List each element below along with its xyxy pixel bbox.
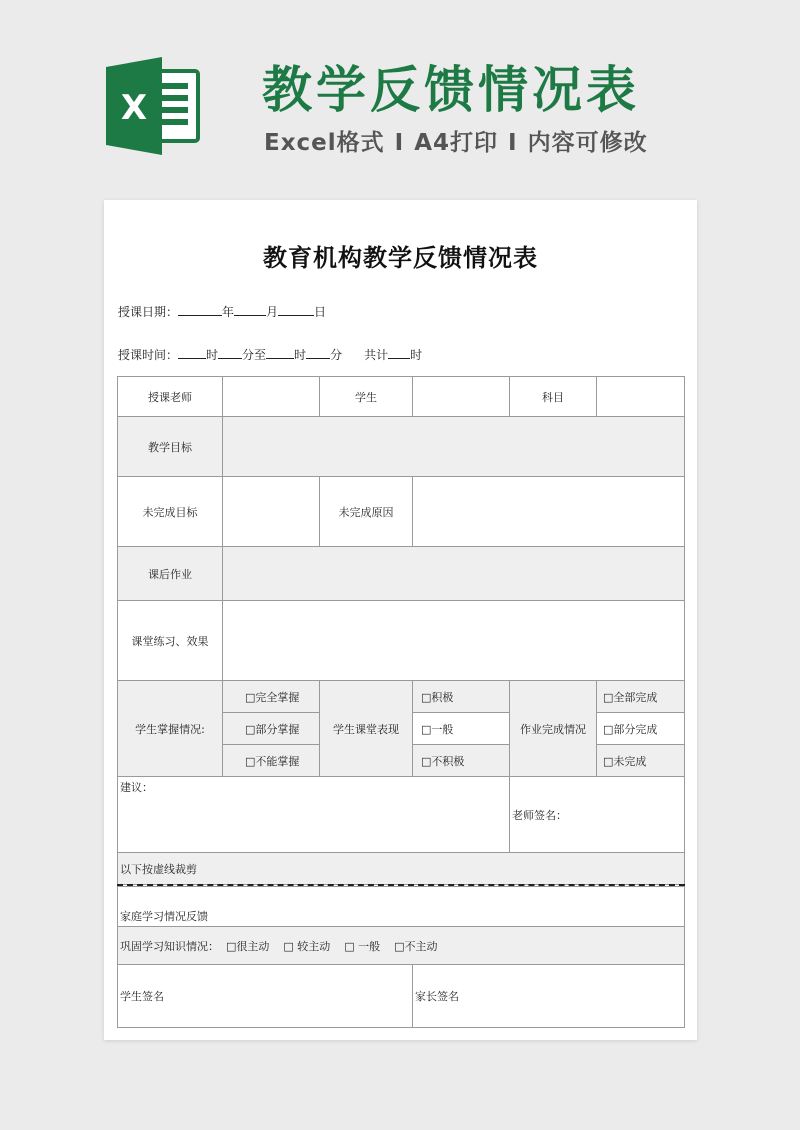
mastery-option-partial[interactable]: □部分掌握: [222, 712, 320, 745]
student-sign-field[interactable]: 学生签名: [117, 964, 413, 1028]
banner-separator: I: [508, 130, 518, 156]
family-feedback-title: 家庭学习情况反馈: [117, 886, 685, 927]
date-label: 授课日期：: [118, 305, 179, 319]
completion-option-all[interactable]: □全部完成: [596, 680, 685, 713]
banner-separator: I: [394, 130, 405, 156]
teacher-sign-field[interactable]: 老师签名：: [509, 776, 685, 853]
logo-letter: X: [120, 88, 148, 128]
mastery-label: 学生掌握情况:: [117, 680, 223, 777]
completion-option-partial[interactable]: □部分完成: [596, 712, 685, 745]
student-label: 学生: [319, 376, 413, 417]
performance-option-normal[interactable]: □一般: [412, 712, 510, 745]
completion-label: 作业完成情况: [509, 680, 597, 777]
goal-label: 教学目标: [117, 416, 223, 477]
min2-label: 分: [330, 348, 343, 362]
date-line: [118, 303, 326, 320]
mastery-option-full[interactable]: □完全掌握: [222, 680, 320, 713]
min2-blank[interactable]: [306, 349, 330, 359]
day-blank[interactable]: [278, 306, 314, 316]
parent-sign-field[interactable]: 家长签名: [412, 964, 685, 1028]
practice-value[interactable]: [222, 600, 685, 681]
unfinished-reason-label: 未完成原因: [319, 476, 413, 547]
hour1-blank[interactable]: [178, 349, 206, 359]
day-label: 日: [314, 305, 327, 319]
document-paper: [104, 200, 697, 1040]
year-label: 年: [222, 305, 235, 319]
total-hour-label: 时: [410, 348, 423, 362]
min-to-label: 分至: [242, 348, 267, 362]
document-title: 教育机构教学反馈情况表: [263, 244, 538, 272]
homework-value[interactable]: [222, 546, 685, 601]
completion-option-none[interactable]: □未完成: [596, 744, 685, 777]
performance-option-passive[interactable]: □不积极: [412, 744, 510, 777]
cut-hint: 以下按虚线裁剪: [117, 852, 685, 885]
subject-value[interactable]: [596, 376, 685, 417]
performance-label: 学生课堂表现: [319, 680, 413, 777]
min1-blank[interactable]: [218, 349, 242, 359]
time-line: [118, 346, 422, 363]
consolidate-options[interactable]: 巩固学习知识情况： □很主动 □ 较主动 □ 一般 □不主动: [117, 926, 685, 965]
goal-value[interactable]: [222, 416, 685, 477]
banner-sub-a4: A4打印: [414, 130, 499, 156]
hour1-label: 时: [206, 348, 219, 362]
unfinished-reason-value[interactable]: [412, 476, 685, 547]
hour2-blank[interactable]: [266, 349, 294, 359]
time-label: 授课时间：: [118, 348, 179, 362]
excel-logo-icon: [104, 57, 202, 155]
month-label: 月: [266, 305, 279, 319]
mastery-option-none[interactable]: □不能掌握: [222, 744, 320, 777]
practice-label: 课堂练习、效果: [117, 600, 223, 681]
banner-sub-editable: 内容可修改: [527, 130, 648, 156]
banner-subtitle: [264, 128, 648, 158]
performance-option-active[interactable]: □积极: [412, 680, 510, 713]
homework-label: 课后作业: [117, 546, 223, 601]
unfinished-goal-label: 未完成目标: [117, 476, 223, 547]
banner-sub-excel: Excel格式: [264, 130, 385, 156]
hour2-label: 时: [294, 348, 307, 362]
suggestion-field[interactable]: 建议：: [117, 776, 510, 853]
unfinished-goal-value[interactable]: [222, 476, 320, 547]
teacher-label: 授课老师: [117, 376, 223, 417]
year-blank[interactable]: [178, 306, 222, 316]
student-value[interactable]: [412, 376, 510, 417]
total-label: 共计: [364, 348, 389, 362]
teacher-value[interactable]: [222, 376, 320, 417]
month-blank[interactable]: [234, 306, 266, 316]
banner-title: 教学反馈情况表: [262, 61, 640, 119]
subject-label: 科目: [509, 376, 597, 417]
total-blank[interactable]: [388, 349, 410, 359]
